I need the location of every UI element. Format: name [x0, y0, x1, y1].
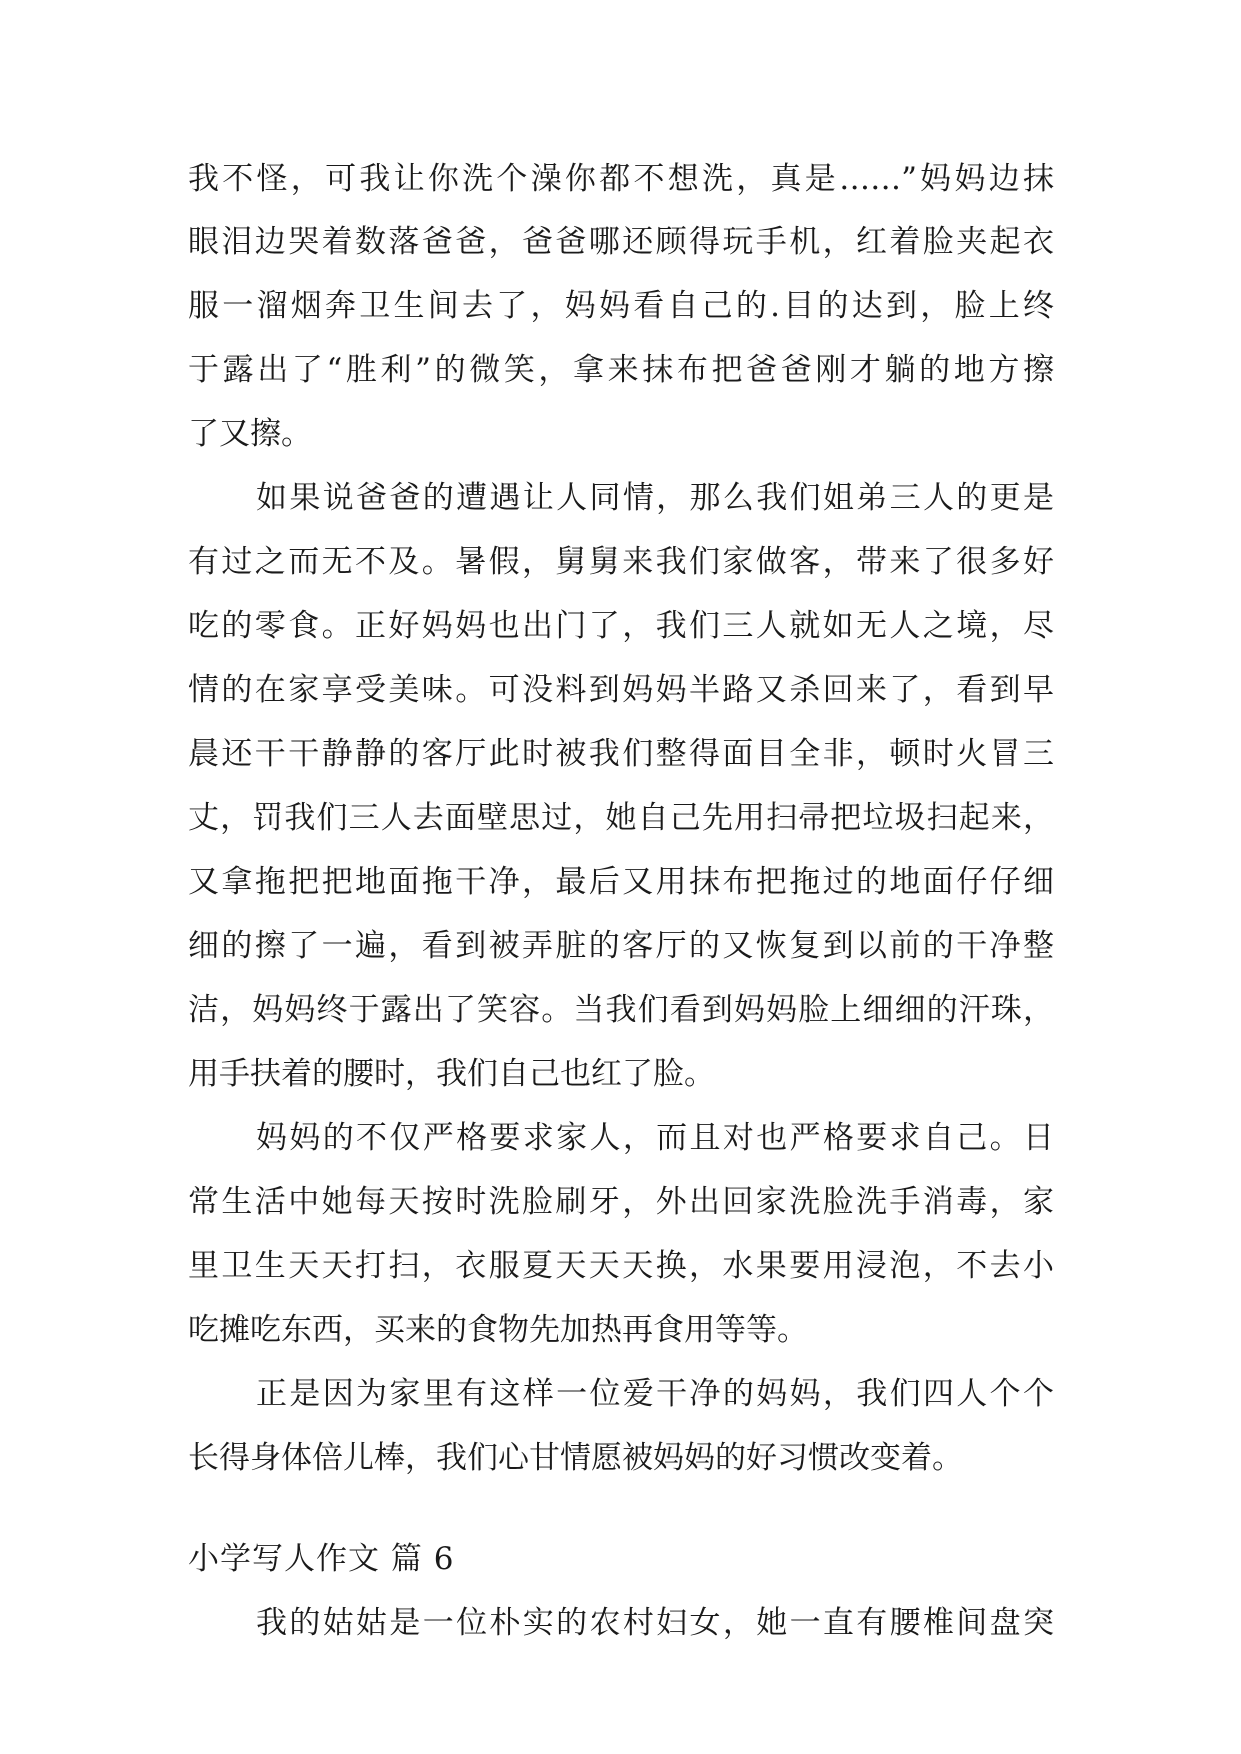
text-line: 洁，妈妈终于露出了笑容。当我们看到妈妈脸上细细的汗珠， [188, 992, 1054, 1028]
text-line: 于露出了“胜利”的微笑，拿来抹布把爸爸刚才躺的地方擦 [188, 352, 1054, 388]
text-line: 吃的零食。正好妈妈也出门了，我们三人就如无人之境，尽 [188, 608, 1054, 644]
text-line: 又拿拖把把地面拖干净，最后又用抹布把拖过的地面仔仔细 [188, 864, 1054, 900]
text-line: 服一溜烟奔卫生间去了，妈妈看自己的.目的达到，脸上终 [188, 288, 1054, 324]
text-line: 细的擦了一遍，看到被弄脏的客厅的又恢复到以前的干净整 [188, 928, 1054, 964]
text-line: 了又擦。 [188, 416, 312, 452]
text-line: 有过之而无不及。暑假，舅舅来我们家做客，带来了很多好 [188, 544, 1054, 580]
text-line: 吃摊吃东西，买来的食物先加热再食用等等。 [188, 1312, 808, 1348]
text-line: 丈，罚我们三人去面壁思过，她自己先用扫帚把垃圾扫起来， [188, 800, 1054, 836]
text-line: 里卫生天天打扫，衣服夏天天天换，水果要用浸泡，不去小 [188, 1248, 1054, 1284]
text-line: 我不怪，可我让你洗个澡你都不想洗，真是……”妈妈边抹 [188, 161, 1054, 197]
paragraph-first-line: 正是因为家里有这样一位爱干净的妈妈，我们四人个个 [256, 1376, 1054, 1412]
text-line: 晨还干干静静的客厅此时被我们整得面目全非，顿时火冒三 [188, 736, 1054, 772]
text-line: 用手扶着的腰时，我们自己也红了脸。 [188, 1056, 715, 1092]
text-line: 眼泪边哭着数落爸爸，爸爸哪还顾得玩手机，红着脸夹起衣 [188, 224, 1054, 260]
text-line: 常生活中她每天按时洗脸刷牙，外出回家洗脸洗手消毒，家 [188, 1184, 1054, 1220]
paragraph-first-line: 妈妈的不仅严格要求家人，而且对也严格要求自己。日 [256, 1120, 1054, 1156]
paragraph-first-line: 我的姑姑是一位朴实的农村妇女，她一直有腰椎间盘突 [256, 1605, 1054, 1641]
text-line: 情的在家享受美味。可没料到妈妈半路又杀回来了，看到早 [188, 672, 1054, 708]
section-heading: 小学写人作文 篇 6 [188, 1541, 455, 1577]
paragraph-first-line: 如果说爸爸的遭遇让人同情，那么我们姐弟三人的更是 [256, 480, 1054, 516]
text-line: 长得身体倍儿棒，我们心甘情愿被妈妈的好习惯改变着。 [188, 1440, 963, 1476]
